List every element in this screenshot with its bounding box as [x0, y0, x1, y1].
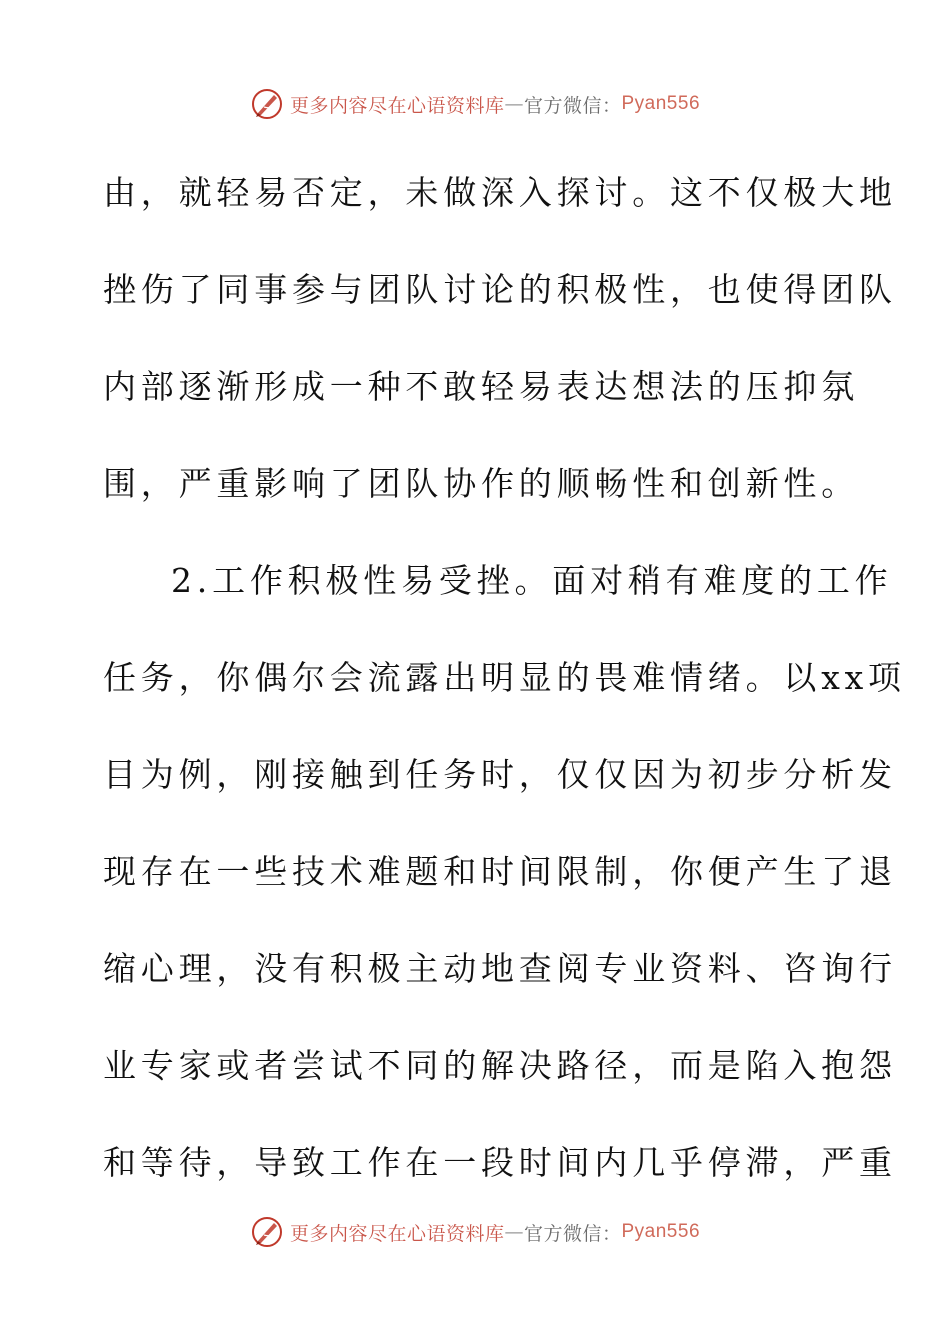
paragraph-2-line-1: 2.工作积极性易受挫。面对稍有难度的工作 — [171, 561, 893, 600]
paragraph-1-line-3: 内部逐渐形成一种不敢轻易表达想法的压抑氛 — [103, 367, 859, 406]
pen-quill-logo-icon — [250, 87, 284, 121]
paragraph-2-line-6: 业专家或者尝试不同的解决路径，而是陷入抱怨 — [103, 1046, 897, 1085]
header-watermark — [0, 84, 950, 124]
header-dash: — — [504, 93, 524, 115]
footer-site-text: 更多内容尽在心语资料库 — [289, 1222, 505, 1245]
paragraph-2 — [103, 532, 906, 1211]
footer-wechat-id: Pyan556 — [621, 1221, 701, 1242]
paragraph-2-line-2: 任务，你偶尔会流露出明显的畏难情绪。以xx项 — [103, 658, 906, 697]
footer-watermark — [0, 1212, 950, 1252]
footer-official-text: 官方微信： — [523, 1222, 622, 1245]
paragraph-1-line-1: 由，就轻易否定，未做深入探讨。这不仅极大地 — [103, 173, 897, 212]
header-wechat-id: Pyan556 — [621, 93, 701, 114]
paragraph-1 — [103, 144, 897, 532]
paragraph-1-line-2: 挫伤了同事参与团队讨论的积极性，也使得团队 — [103, 270, 897, 309]
paragraph-2-line-5: 缩心理，没有积极主动地查阅专业资料、咨询行 — [103, 949, 897, 988]
footer-dash: — — [504, 1221, 524, 1243]
paragraph-2-line-4: 现存在一些技术难题和时间限制，你便产生了退 — [103, 852, 897, 891]
header-site-text: 更多内容尽在心语资料库 — [289, 94, 505, 117]
pen-quill-logo-icon — [250, 1215, 284, 1249]
document-body — [103, 144, 906, 1211]
paragraph-2-line-7: 和等待，导致工作在一段时间内几乎停滞，严重 — [103, 1143, 897, 1182]
paragraph-2-line-3: 目为例，刚接触到任务时，仅仅因为初步分析发 — [103, 755, 897, 794]
header-official-text: 官方微信： — [523, 94, 622, 117]
paragraph-1-line-4: 围，严重影响了团队协作的顺畅性和创新性。 — [103, 464, 859, 503]
